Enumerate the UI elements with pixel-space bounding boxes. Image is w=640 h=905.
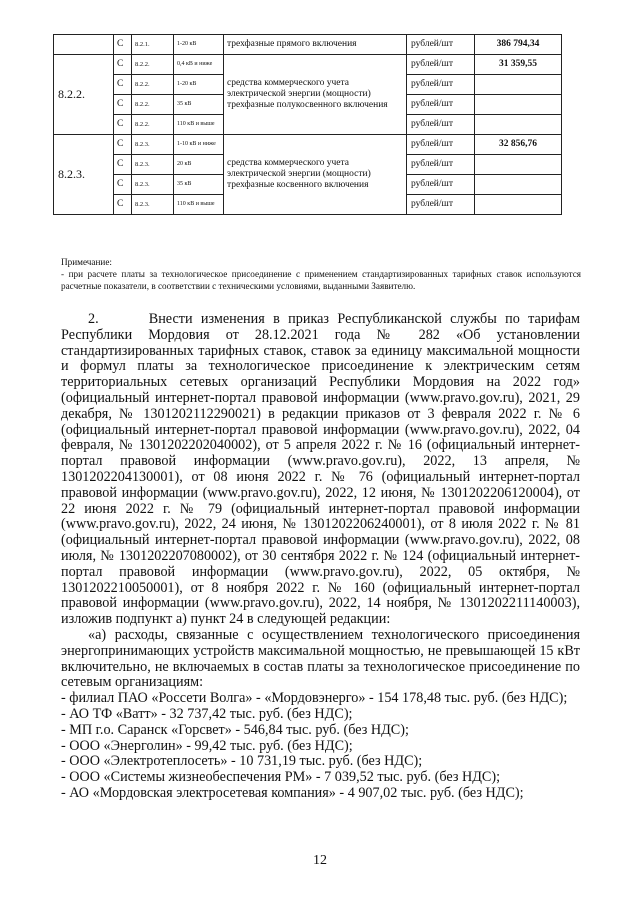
value-cell bbox=[475, 155, 562, 175]
power-cell: 20 кВ bbox=[174, 155, 224, 175]
tariff-table bbox=[53, 34, 562, 215]
unit-cell: рублей/шт bbox=[407, 95, 475, 115]
power-cell: 1-20 кВ bbox=[174, 75, 224, 95]
category-cell: 8.2.2. bbox=[54, 55, 114, 135]
power-cell: 35 кВ bbox=[174, 175, 224, 195]
power-cell: 110 кВ и выше bbox=[174, 195, 224, 215]
code-cell: С bbox=[114, 195, 132, 215]
paragraph-a: «а) расходы, связанные с осуществлением технологического присоединения энергопринимающих устройств максимальной мощностью, не превышающей 15 кВт включительно, не включаемых в состав платы за технологическое присоединение по сетевым организациям: bbox=[61, 626, 580, 691]
subcode-cell: 8.2.2. bbox=[132, 115, 174, 135]
value-cell bbox=[475, 75, 562, 95]
code-cell: С bbox=[114, 155, 132, 175]
page-number: 12 bbox=[313, 853, 327, 868]
value-cell: 386 794,34 bbox=[475, 35, 562, 55]
list-item: - ООО «Энерголин» - 99,42 тыс. руб. (без НДС); bbox=[61, 737, 353, 754]
list-item: - ООО «Системы жизнеобеспечения РМ» - 7 039,52 тыс. руб. (без НДС); bbox=[61, 769, 501, 786]
value-cell bbox=[475, 195, 562, 215]
document-body bbox=[61, 312, 580, 802]
code-cell: С bbox=[114, 35, 132, 55]
table-row bbox=[54, 135, 562, 155]
paragraph-2: 2. Внести изменения в приказ Республиканской службы по тарифам Республики Мордовия от 28.12.2021 года № 282 «Об установлении стандартизированных тарифных ставок, ставок за единицу максимальной мощности и формул платы за технологическое присоединение к электрическим сетям территориальных сетевых организаций Республики Мордовия на 2022 год» (официальный интернет-портал правовой информации (www.pravo.gov.ru), 2021, 29 декабря, № 1301202112290021) в редакции приказов от 3 февраля 2022 г. № 6 (официальный интернет-портал правовой информации (www.pravo.gov.ru), 2022, 04 февраля, № 1301202202040002), от 5 апреля 2022 г. № 16 (официальный интернет-портал правовой информации (www.pravo.gov.ru), 2022, 13 апреля, № 1301202204130001), от 08 июня 2022 г. № 76 (официальный интернет-портал правовой информации (www.pravo.gov.ru), 2022, 12 июня, № 1301202206120004), от 22 июня 2022 г. № 79 (официальный интернет-портал правовой информации (www.pravo.gov.ru), 2022, 24 июня, № 1301202206240001), от 8 июля 2022 г. № 81 (официальный интернет-портал правовой информации (www.pravo.gov.ru), 2022, 08 июля, № 1301202207080002), от 30 сентября 2022 г. № 124 (официальный интернет-портал правовой информации (www.pravo.gov.ru), 2022, 05 октября, № 1301202210050001), от 8 ноября 2022 г. № 160 (официальный интернет-портал правовой информации (www.pravo.gov.ru), 2022, 14 ноября, № 1301202211140003), изложив подпункт а) пункт 24 в следующей редакции: bbox=[61, 311, 580, 628]
description-cell: трехфазные прямого включения bbox=[224, 35, 407, 55]
note-text: - при расчете платы за технологическое присоединение с применением стандартизированных тарифных ставок используются расчетные показатели, в соответствии с техническими условиями, выданными Заявителю. bbox=[61, 269, 581, 291]
unit-cell: рублей/шт bbox=[407, 55, 475, 75]
subcode-cell: 8.2.1. bbox=[132, 35, 174, 55]
code-cell: С bbox=[114, 135, 132, 155]
subcode-cell: 8.2.2. bbox=[132, 55, 174, 75]
table-row bbox=[54, 35, 562, 55]
unit-cell: рублей/шт bbox=[407, 175, 475, 195]
unit-cell: рублей/шт bbox=[407, 115, 475, 135]
value-cell bbox=[475, 95, 562, 115]
description-cell: средства коммерческого учета электрической энергии (мощности) трехфазные полукосвенного включения bbox=[224, 55, 407, 135]
category-cell bbox=[54, 35, 114, 55]
list-item: - ООО «Электротеплосеть» - 10 731,19 тыс. руб. (без НДС); bbox=[61, 753, 423, 770]
value-cell: 31 359,55 bbox=[475, 55, 562, 75]
table-row bbox=[54, 55, 562, 75]
subcode-cell: 8.2.3. bbox=[132, 195, 174, 215]
unit-cell: рублей/шт bbox=[407, 35, 475, 55]
power-cell: 110 кВ и выше bbox=[174, 115, 224, 135]
unit-cell: рублей/шт bbox=[407, 195, 475, 215]
code-cell: С bbox=[114, 75, 132, 95]
list-item: - МП г.о. Саранск «Горсвет» - 546,84 тыс. руб. (без НДС); bbox=[61, 721, 409, 738]
subcode-cell: 8.2.3. bbox=[132, 175, 174, 195]
unit-cell: рублей/шт bbox=[407, 135, 475, 155]
subcode-cell: 8.2.2. bbox=[132, 95, 174, 115]
subcode-cell: 8.2.3. bbox=[132, 155, 174, 175]
value-cell bbox=[475, 115, 562, 135]
list-item: - филиал ПАО «Россети Волга» - «Мордовэнерго» - 154 178,48 тыс. руб. (без НДС); bbox=[61, 690, 568, 707]
list-item: - АО ТФ «Ватт» - 32 737,42 тыс. руб. (без НДС); bbox=[61, 705, 353, 722]
code-cell: С bbox=[114, 175, 132, 195]
code-cell: С bbox=[114, 115, 132, 135]
power-cell: 1-10 кВ и ниже bbox=[174, 135, 224, 155]
unit-cell: рублей/шт bbox=[407, 155, 475, 175]
code-cell: С bbox=[114, 95, 132, 115]
value-cell: 32 856,76 bbox=[475, 135, 562, 155]
value-cell bbox=[475, 175, 562, 195]
code-cell: С bbox=[114, 55, 132, 75]
note-title: Примечание: bbox=[61, 257, 112, 267]
subcode-cell: 8.2.3. bbox=[132, 135, 174, 155]
power-cell: 1-20 кВ bbox=[174, 35, 224, 55]
power-cell: 0,4 кВ и ниже bbox=[174, 55, 224, 75]
subcode-cell: 8.2.2. bbox=[132, 75, 174, 95]
unit-cell: рублей/шт bbox=[407, 75, 475, 95]
power-cell: 35 кВ bbox=[174, 95, 224, 115]
category-cell: 8.2.3. bbox=[54, 135, 114, 215]
list-item: - АО «Мордовская электросетевая компания» - 4 907,02 тыс. руб. (без НДС); bbox=[61, 784, 524, 801]
description-cell: средства коммерческого учета электрической энергии (мощности) трехфазные косвенного включения bbox=[224, 135, 407, 215]
